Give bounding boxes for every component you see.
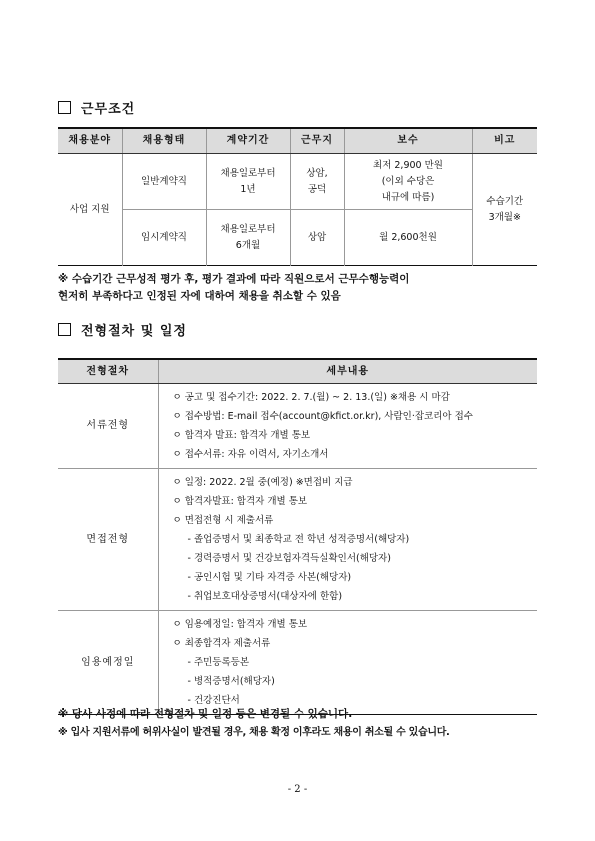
detail-sub-line: - 건강진단서 xyxy=(187,695,240,706)
detail-line: ㅇ 최종합격자 제출서류 xyxy=(172,638,271,649)
table-row xyxy=(58,384,537,469)
section-heading-selection-process xyxy=(58,320,187,339)
header-cell: 근무지 xyxy=(290,128,344,154)
detail-sub-line: - 공인시험 및 기타 자격증 사본(해당자) xyxy=(187,572,352,583)
section-title: 근무조건 xyxy=(81,102,136,117)
contract-period-cell: 채용일로부터 1년 xyxy=(206,154,290,210)
schedule-change-note: ※ 당사 사정에 따라 전형절차 및 일정 등은 변경될 수 있습니다. xyxy=(58,708,353,720)
detail-line: ㅇ 합격자 발표: 합격자 개별 통보 xyxy=(172,430,311,441)
stage-cell: 임용예정일 xyxy=(58,611,158,715)
detail-sub-line: - 주민등록등본 xyxy=(187,657,250,668)
detail-line: ㅇ 접수서류: 자유 이력서, 자기소개서 xyxy=(172,449,329,460)
detail-line: ㅇ 접수방법: E-mail 접수(account@kfict.or.kr), 사람인·잡코리아 접수 xyxy=(172,411,473,422)
probation-note: ※ 수습기간 근무성적 평가 후, 평가 결과에 따라 직원으로서 근무수행능력이 현저히 부족하다고 인정된 자에 대하여 채용을 취소할 수 있음 xyxy=(58,273,410,302)
location-cell: 상암, 공덕 xyxy=(290,154,344,210)
remark-cell: 수습기간 3개월※ xyxy=(472,154,537,266)
stage-detail xyxy=(158,384,537,469)
selection-process-table xyxy=(58,358,537,715)
pay-cell: 최저 2,900 만원 (이외 수당은 내규에 따름) xyxy=(344,154,472,210)
location-cell: 상암 xyxy=(290,210,344,266)
header-cell: 채용분야 xyxy=(58,128,122,154)
header-cell: 비고 xyxy=(472,128,537,154)
detail-line: ㅇ 일정: 2022. 2월 중(예정) ※면접비 지급 xyxy=(172,477,353,488)
checkbox-square-icon xyxy=(58,323,71,336)
employment-type-cell: 일반계약직 xyxy=(122,154,206,210)
field-cell: 사업 지원 xyxy=(58,154,122,266)
header-cell: 계약기간 xyxy=(206,128,290,154)
stage-detail xyxy=(158,611,537,715)
table-row xyxy=(58,611,537,715)
table-row xyxy=(58,210,537,266)
checkbox-square-icon xyxy=(58,101,71,114)
detail-sub-line: - 경력증명서 및 건강보험자격득실확인서(해당자) xyxy=(187,553,391,564)
detail-sub-line: - 졸업증명서 및 최종학교 전 학년 성적증명서(해당자) xyxy=(187,534,410,545)
stage-cell: 서류전형 xyxy=(58,384,158,469)
detail-sub-line: - 취업보호대상증명서(대상자에 한함) xyxy=(187,591,343,602)
header-cell: 전형절차 xyxy=(58,359,158,384)
pay-cell: 월 2,600천원 xyxy=(344,210,472,266)
detail-line: ㅇ 공고 및 접수기간: 2022. 2. 7.(월) ~ 2. 13.(일) ※채용 시 마감 xyxy=(172,392,450,403)
detail-sub-line: - 병적증명서(해당자) xyxy=(187,676,275,687)
page-number: - 2 - xyxy=(287,784,308,795)
section-title: 전형절차 및 일정 xyxy=(81,324,187,339)
header-cell: 세부내용 xyxy=(158,359,537,384)
detail-line: ㅇ 임용예정일: 합격자 개별 통보 xyxy=(172,619,308,630)
employment-type-cell: 임시계약직 xyxy=(122,210,206,266)
detail-line: ㅇ 합격자발표: 합격자 개별 통보 xyxy=(172,496,308,507)
section-heading-work-conditions xyxy=(58,98,135,117)
table-header-row xyxy=(58,128,537,154)
table-row xyxy=(58,154,537,210)
detail-line: ㅇ 면접전형 시 제출서류 xyxy=(172,515,274,526)
work-conditions-table xyxy=(58,127,537,266)
header-cell: 보수 xyxy=(344,128,472,154)
contract-period-cell: 채용일로부터 6개월 xyxy=(206,210,290,266)
stage-detail xyxy=(158,469,537,611)
table-row xyxy=(58,469,537,611)
stage-cell: 면접전형 xyxy=(58,469,158,611)
false-information-note: ※ 입사 지원서류에 허위사실이 발견될 경우, 채용 확정 이후라도 채용이 취소될 수 있습니다. xyxy=(58,727,450,738)
table-header-row xyxy=(58,359,537,384)
header-cell: 채용형태 xyxy=(122,128,206,154)
